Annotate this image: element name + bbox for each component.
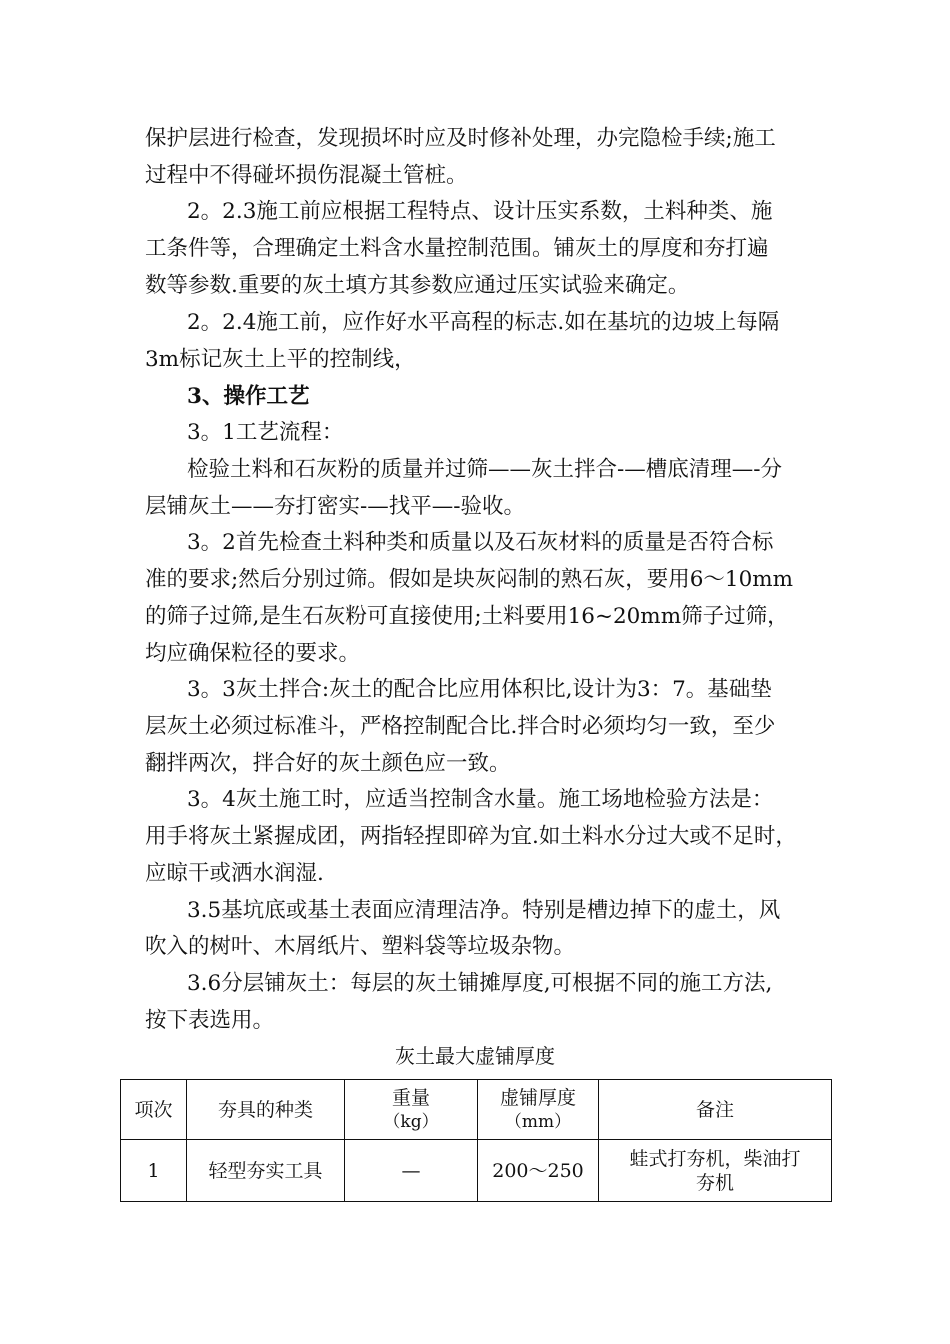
cell-thickness: 200～250 — [478, 1140, 599, 1202]
cell-remarks-line: 蛙式打夯机，柴油打 — [629, 1147, 801, 1170]
paragraph-line: 均应确保粒径的要求。 — [145, 641, 361, 666]
paragraph-line: 3m标记灰土上平的控制线， — [145, 347, 416, 372]
paragraph-line: 层灰土必须过标准斗，严格控制配合比.拌合时必须均匀一致，至少 — [145, 714, 776, 739]
paragraph-line: 2。2.4施工前，应作好水平高程的标志.如在基坑的边坡上每隔 — [187, 310, 780, 335]
paragraph-line: 数等参数.重要的灰土填方其参数应通过压实试验来确定。 — [145, 273, 690, 298]
section-heading: 3、操作工艺 — [187, 384, 310, 409]
table-header-row — [121, 1080, 832, 1140]
paragraph-line: 3。3灰土拌合:灰土的配合比应用体积比,设计为3：7。基础垫 — [187, 677, 772, 702]
paragraph-line: 2。2.3施工前应根据工程特点、设计压实系数，土料种类、施 — [187, 199, 773, 224]
cell-weight: — — [345, 1140, 478, 1202]
paragraph-line: 翻拌两次，拌合好的灰土颜色应一致。 — [145, 751, 511, 776]
table-caption: 灰土最大虚铺厚度 — [395, 1044, 555, 1068]
cell-remarks-line: 夯机 — [695, 1171, 734, 1194]
paragraph-line: 过程中不得碰坏损伤混凝土管桩。 — [145, 163, 468, 188]
paragraph-line: 应晾干或洒水润湿. — [145, 861, 324, 886]
paragraph-line: 用手将灰土紧握成团，两指轻捏即碎为宜.如土料水分过大或不足时， — [145, 824, 797, 849]
paragraph-line: 3。1工艺流程： — [187, 420, 344, 445]
paragraph-line: 准的要求;然后分别过筛。假如是块灰闷制的熟石灰，要用6～10mm — [145, 567, 794, 592]
cell-tamper-type: 轻型夯实工具 — [187, 1140, 345, 1202]
table-row — [121, 1140, 832, 1202]
paragraph-line: 按下表选用。 — [145, 1008, 275, 1033]
header-weight — [345, 1080, 478, 1140]
header-item-no: 项次 — [121, 1080, 187, 1140]
paragraph-line: 3。4灰土施工时，应适当控制含水量。施工场地检验方法是： — [187, 787, 774, 812]
cell-item-no: 1 — [121, 1140, 187, 1202]
paragraph-line: 检验土料和石灰粉的质量并过筛——灰土拌合-—槽底清理—-分 — [187, 457, 783, 482]
paragraph-line: 3。2首先检查土料种类和质量以及石灰材料的质量是否符合标 — [187, 530, 774, 555]
paragraph-line: 工条件等，合理确定土料含水量控制范围。铺灰土的厚度和夯打遍 — [145, 236, 769, 261]
header-thickness-label: 虚铺厚度 — [499, 1086, 576, 1109]
header-remarks: 备注 — [599, 1080, 832, 1140]
thickness-table — [120, 1079, 832, 1202]
paragraph-line: 保护层进行检查，发现损坏时应及时修补处理，办完隐检手续;施工 — [145, 126, 776, 151]
paragraph-line: 层铺灰土——夯打密实-—找平—-验收。 — [145, 494, 526, 519]
paragraph-line: 的筛子过筛,是生石灰粉可直接使用;土料要用16~20mm筛子过筛， — [145, 604, 789, 629]
cell-remarks — [599, 1140, 832, 1202]
header-thickness — [478, 1080, 599, 1140]
header-tamper-type: 夯具的种类 — [187, 1080, 345, 1140]
paragraph-line: 3.5基坑底或基土表面应清理洁净。特别是槽边掉下的虚土，风 — [187, 898, 781, 923]
header-thickness-unit: （mm） — [504, 1111, 572, 1132]
header-weight-label: 重量 — [391, 1086, 430, 1109]
header-weight-unit: （kg） — [383, 1111, 439, 1132]
paragraph-line: 吹入的树叶、木屑纸片、塑料袋等垃圾杂物。 — [145, 934, 576, 959]
paragraph-line: 3.6分层铺灰土：每层的灰土铺摊厚度,可根据不同的施工方法, — [187, 971, 773, 996]
